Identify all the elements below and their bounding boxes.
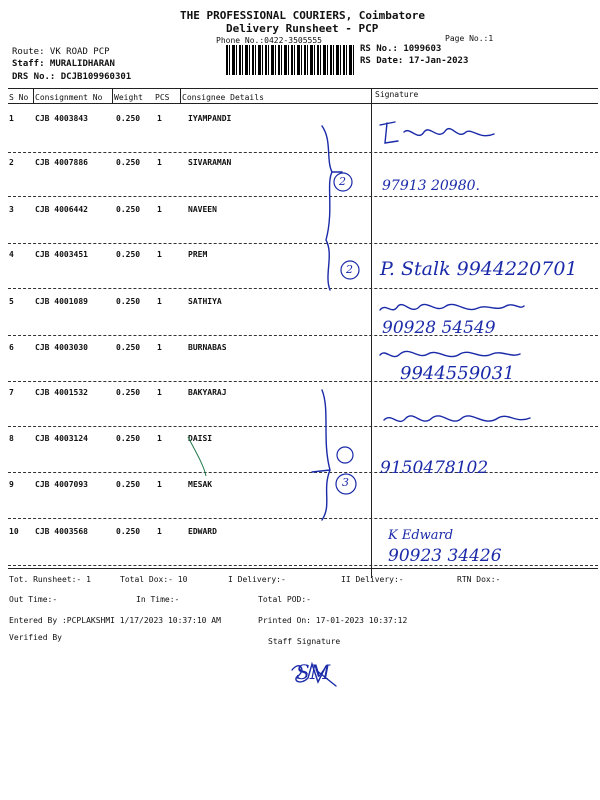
row-weight: 0.250	[116, 480, 141, 489]
page-number: Page No.:1	[445, 34, 494, 43]
row-pcs: 1	[157, 297, 162, 306]
drs-number: DRS No.: DCJB109960301	[12, 72, 132, 82]
row-sno: 8	[9, 434, 14, 443]
verified-by: Verified By	[9, 633, 62, 642]
row-consignee: BAKYARAJ	[188, 388, 227, 397]
row-pcs: 1	[157, 527, 162, 536]
staff-name: Staff: MURALIDHARAN	[12, 59, 115, 69]
row-consignee: MESAK	[188, 480, 213, 489]
row-consignment-no: CJB 4007886	[35, 158, 88, 167]
row-sno: 9	[9, 480, 14, 489]
row-consignment-no: CJB 4001532	[35, 388, 88, 397]
rtn-dox: RTN Dox:-	[457, 575, 501, 584]
row-consignment-no: CJB 4003451	[35, 250, 88, 259]
row-sno: 5	[9, 297, 14, 306]
header-pcs: PCS	[155, 93, 170, 102]
total-runsheet: Tot. Runsheet:- 1	[9, 575, 91, 584]
signature-row-5	[380, 304, 524, 310]
total-dox: Total Dox:- 10	[120, 575, 188, 584]
signature-row-7	[384, 416, 530, 422]
circle-mark	[337, 447, 353, 463]
out-time: Out Time:-	[9, 595, 58, 604]
row-consignee: SATHIYA	[188, 297, 222, 306]
runsheet-title: Delivery Runsheet - PCP	[226, 22, 379, 35]
row-sno: 10	[9, 527, 19, 536]
bracket-mark	[322, 390, 330, 520]
rs-number: RS No.: 1099603	[360, 44, 442, 54]
header-sno: S No	[9, 93, 29, 102]
row-sno: 4	[9, 250, 14, 259]
circle-number: 3	[342, 476, 349, 489]
table-bottom-border	[8, 568, 598, 569]
row-weight: 0.250	[116, 434, 141, 443]
row-pcs: 1	[157, 250, 162, 259]
row-consignment-no: CJB 4007093	[35, 480, 88, 489]
row-consignee: IYAMPANDI	[188, 114, 232, 123]
row-consignment-no: CJB 4003568	[35, 527, 88, 536]
entered-by: Entered By :PCPLAKSHMI 1/17/2023 10:37:10 AM	[9, 616, 221, 625]
handwritten-phone-row-6: 9944559031	[400, 363, 515, 384]
staff-signature-handwriting: SM	[296, 660, 331, 684]
signature-row-1	[380, 122, 494, 143]
row-consignment-no: CJB 4001089	[35, 297, 88, 306]
row-pcs: 1	[157, 480, 162, 489]
row-consignee: SIVARAMAN	[188, 158, 232, 167]
row-weight: 0.250	[116, 158, 141, 167]
circle-number: 2	[346, 263, 353, 276]
row-sno: 7	[9, 388, 14, 397]
row-pcs: 1	[157, 205, 162, 214]
row-weight: 0.250	[116, 250, 141, 259]
row-consignee: PREM	[188, 250, 208, 259]
phone-number: Phone No.:0422-3505555	[216, 36, 322, 45]
row-consignment-no: CJB 4003843	[35, 114, 88, 123]
row-consignment-no: CJB 4003124	[35, 434, 88, 443]
row-pcs: 1	[157, 434, 162, 443]
staff-signature-label: Staff Signature	[268, 637, 341, 646]
row-consignment-no: CJB 4006442	[35, 205, 88, 214]
company-name: THE PROFESSIONAL COURIERS, Coimbatore	[180, 9, 426, 22]
arrow-mark	[312, 470, 330, 472]
total-pod: Total POD:-	[258, 595, 311, 604]
handwritten-phone-row-10: 90923 34426	[388, 546, 502, 566]
i-delivery: I Delivery:-	[228, 575, 286, 584]
signature-row-6	[380, 351, 520, 356]
row-sno: 1	[9, 114, 14, 123]
rs-date: RS Date: 17-Jan-2023	[360, 56, 469, 66]
row-consignee: DAISI	[188, 434, 213, 443]
row-weight: 0.250	[116, 343, 141, 352]
ii-delivery: II Delivery:-	[341, 575, 404, 584]
row-weight: 0.250	[116, 527, 141, 536]
row-consignment-no: CJB 4003030	[35, 343, 88, 352]
row-pcs: 1	[157, 343, 162, 352]
row-pcs: 1	[157, 388, 162, 397]
row-sno: 6	[9, 343, 14, 352]
header-signature: Signature	[375, 90, 419, 99]
row-sno: 2	[9, 158, 14, 167]
handwritten-signature-row-4: P. Stalk 9944220701	[380, 258, 578, 280]
header-consignee: Consignee Details	[182, 93, 264, 102]
handwritten-phone-row-5: 90928 54549	[382, 318, 496, 338]
row-weight: 0.250	[116, 297, 141, 306]
row-consignee: EDWARD	[188, 527, 217, 536]
route: Route: VK ROAD PCP	[12, 47, 110, 57]
bracket-mark	[322, 126, 332, 290]
pen-stroke	[188, 437, 206, 476]
header-consignment: Consignment No	[35, 93, 103, 102]
handwritten-name-row-10: K Edward	[388, 528, 454, 543]
row-weight: 0.250	[116, 205, 141, 214]
row-weight: 0.250	[116, 388, 141, 397]
handwritten-phone-row-8: 9150478102	[380, 458, 489, 478]
row-consignee: NAVEEN	[188, 205, 217, 214]
row-weight: 0.250	[116, 114, 141, 123]
row-pcs: 1	[157, 114, 162, 123]
printed-on: Printed On: 17-01-2023 10:37:12	[258, 616, 408, 625]
in-time: In Time:-	[136, 595, 180, 604]
row-sno: 3	[9, 205, 14, 214]
row-consignee: BURNABAS	[188, 343, 227, 352]
row-pcs: 1	[157, 158, 162, 167]
circle-number: 2	[339, 175, 346, 188]
header-weight: Weight	[114, 93, 143, 102]
handwritten-phone-row-2: 97913 20980.	[382, 178, 480, 194]
